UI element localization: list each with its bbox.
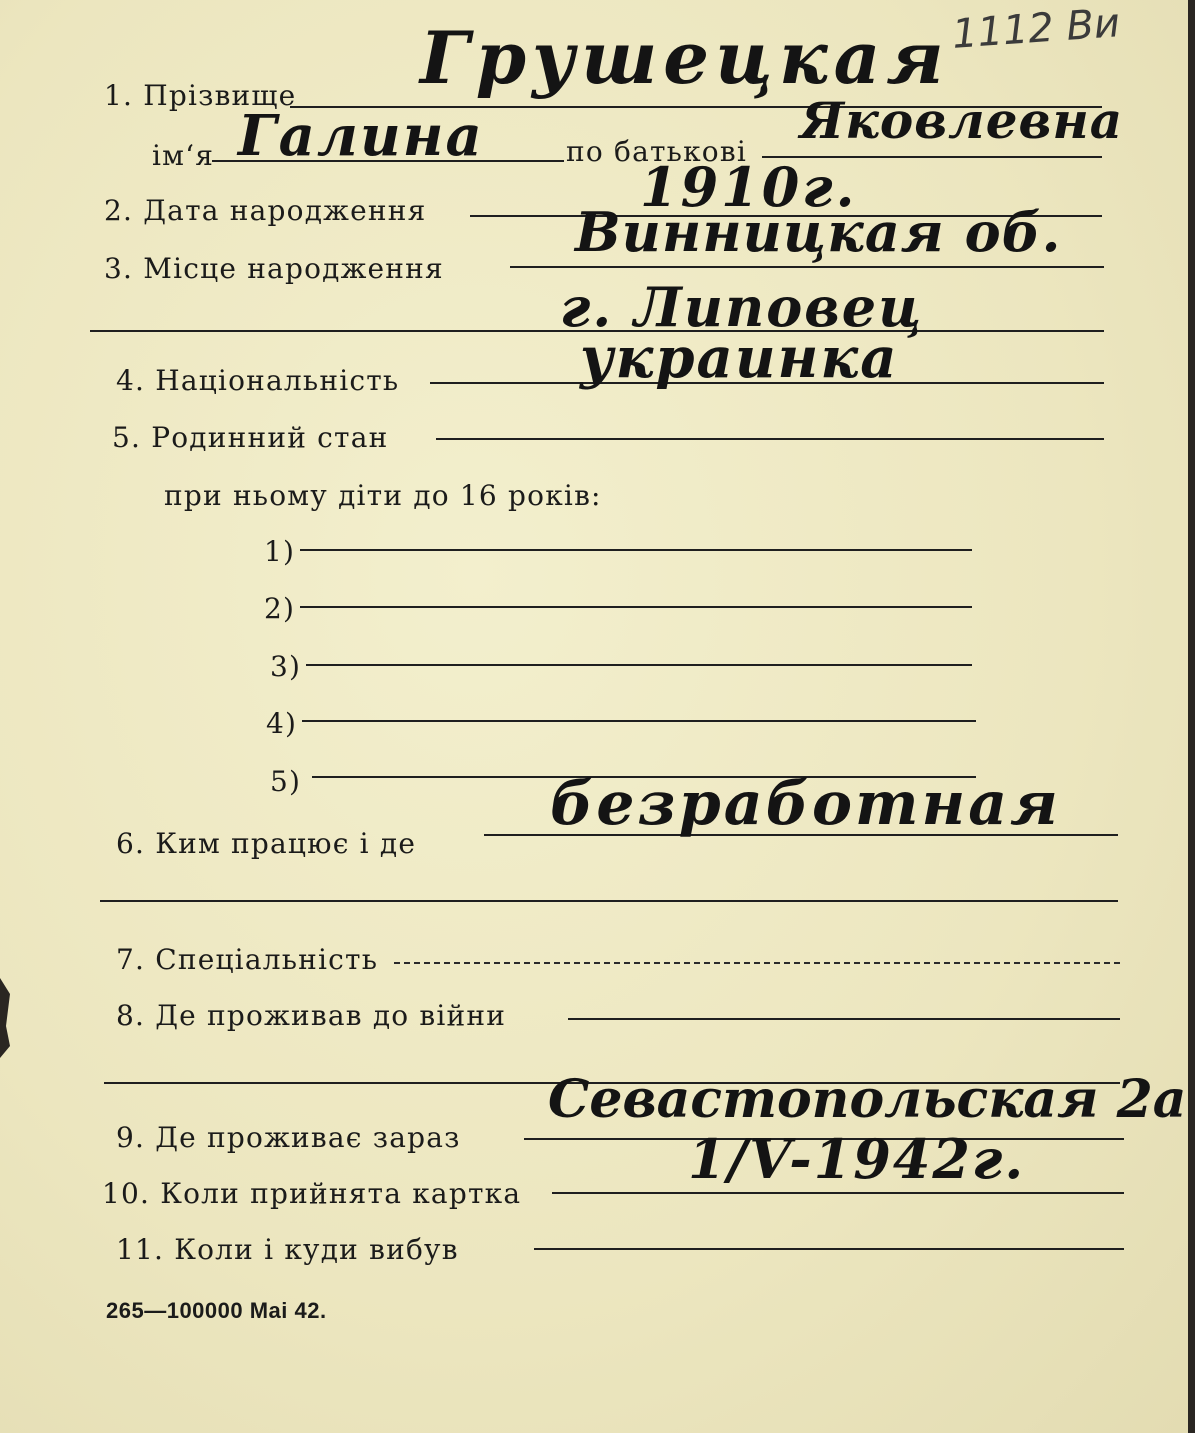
marital-status-label: 5. Родинний стан [112,421,389,454]
prewar-residence-line [568,1018,1120,1020]
card-accepted-line [552,1192,1124,1194]
surname-label: 1. Прізвище [104,79,297,112]
occupation-label: 6. Ким працює і де [116,827,417,860]
child-1-label: 1) [264,535,296,568]
marital-status-line [436,438,1104,440]
child-3-line [306,664,972,666]
card-accepted-handwritten: 1/V-1942г. [688,1127,1026,1191]
occupation-handwritten: безработная [550,769,1061,839]
child-2-label: 2) [264,592,296,625]
birth-date-label: 2. Дата народження [104,194,427,227]
occupation-line-2 [100,900,1118,902]
birth-date-handwritten: 1910г. [640,155,858,219]
child-2-line [300,606,972,608]
patronymic-label: по батькові [566,135,747,168]
first-name-label: ім‘я [152,139,215,172]
birth-place-handwritten-1: Винницкая об. [575,200,1062,264]
specialty-line [394,962,1120,964]
nationality-handwritten: украинка [580,325,899,391]
current-residence-handwritten: Севастопольская 2а [548,1069,1187,1130]
child-4-label: 4) [266,707,298,740]
specialty-label: 7. Спеціальність [116,943,379,976]
departure-line [534,1248,1124,1250]
torn-edge [0,978,10,1058]
print-run-footer: 265—100000 Mai 42. [106,1298,327,1323]
surname-handwritten: Грушецкая [420,15,950,100]
first-name-handwritten: Галина [238,103,484,169]
current-residence-label: 9. Де проживає зараз [116,1121,461,1154]
patronymic-handwritten: Яковлевна [800,91,1124,150]
archive-number: 1112 Ви [950,0,1122,58]
birth-place-label: 3. Місце народження [104,252,444,285]
nationality-label: 4. Національність [116,364,400,397]
child-1-line [300,549,972,551]
departure-label: 11. Коли і куди вибув [116,1233,459,1266]
child-5-label: 5) [270,765,302,798]
children-label: при ньому діти до 16 років: [164,479,602,512]
birth-place-handwritten-2: г. Липовец [560,275,924,339]
birth-place-line [510,266,1104,268]
prewar-residence-label: 8. Де проживав до війни [116,999,507,1032]
card-accepted-label: 10. Коли прийнята картка [102,1177,522,1210]
child-3-label: 3) [270,650,302,683]
child-4-line [302,720,976,722]
